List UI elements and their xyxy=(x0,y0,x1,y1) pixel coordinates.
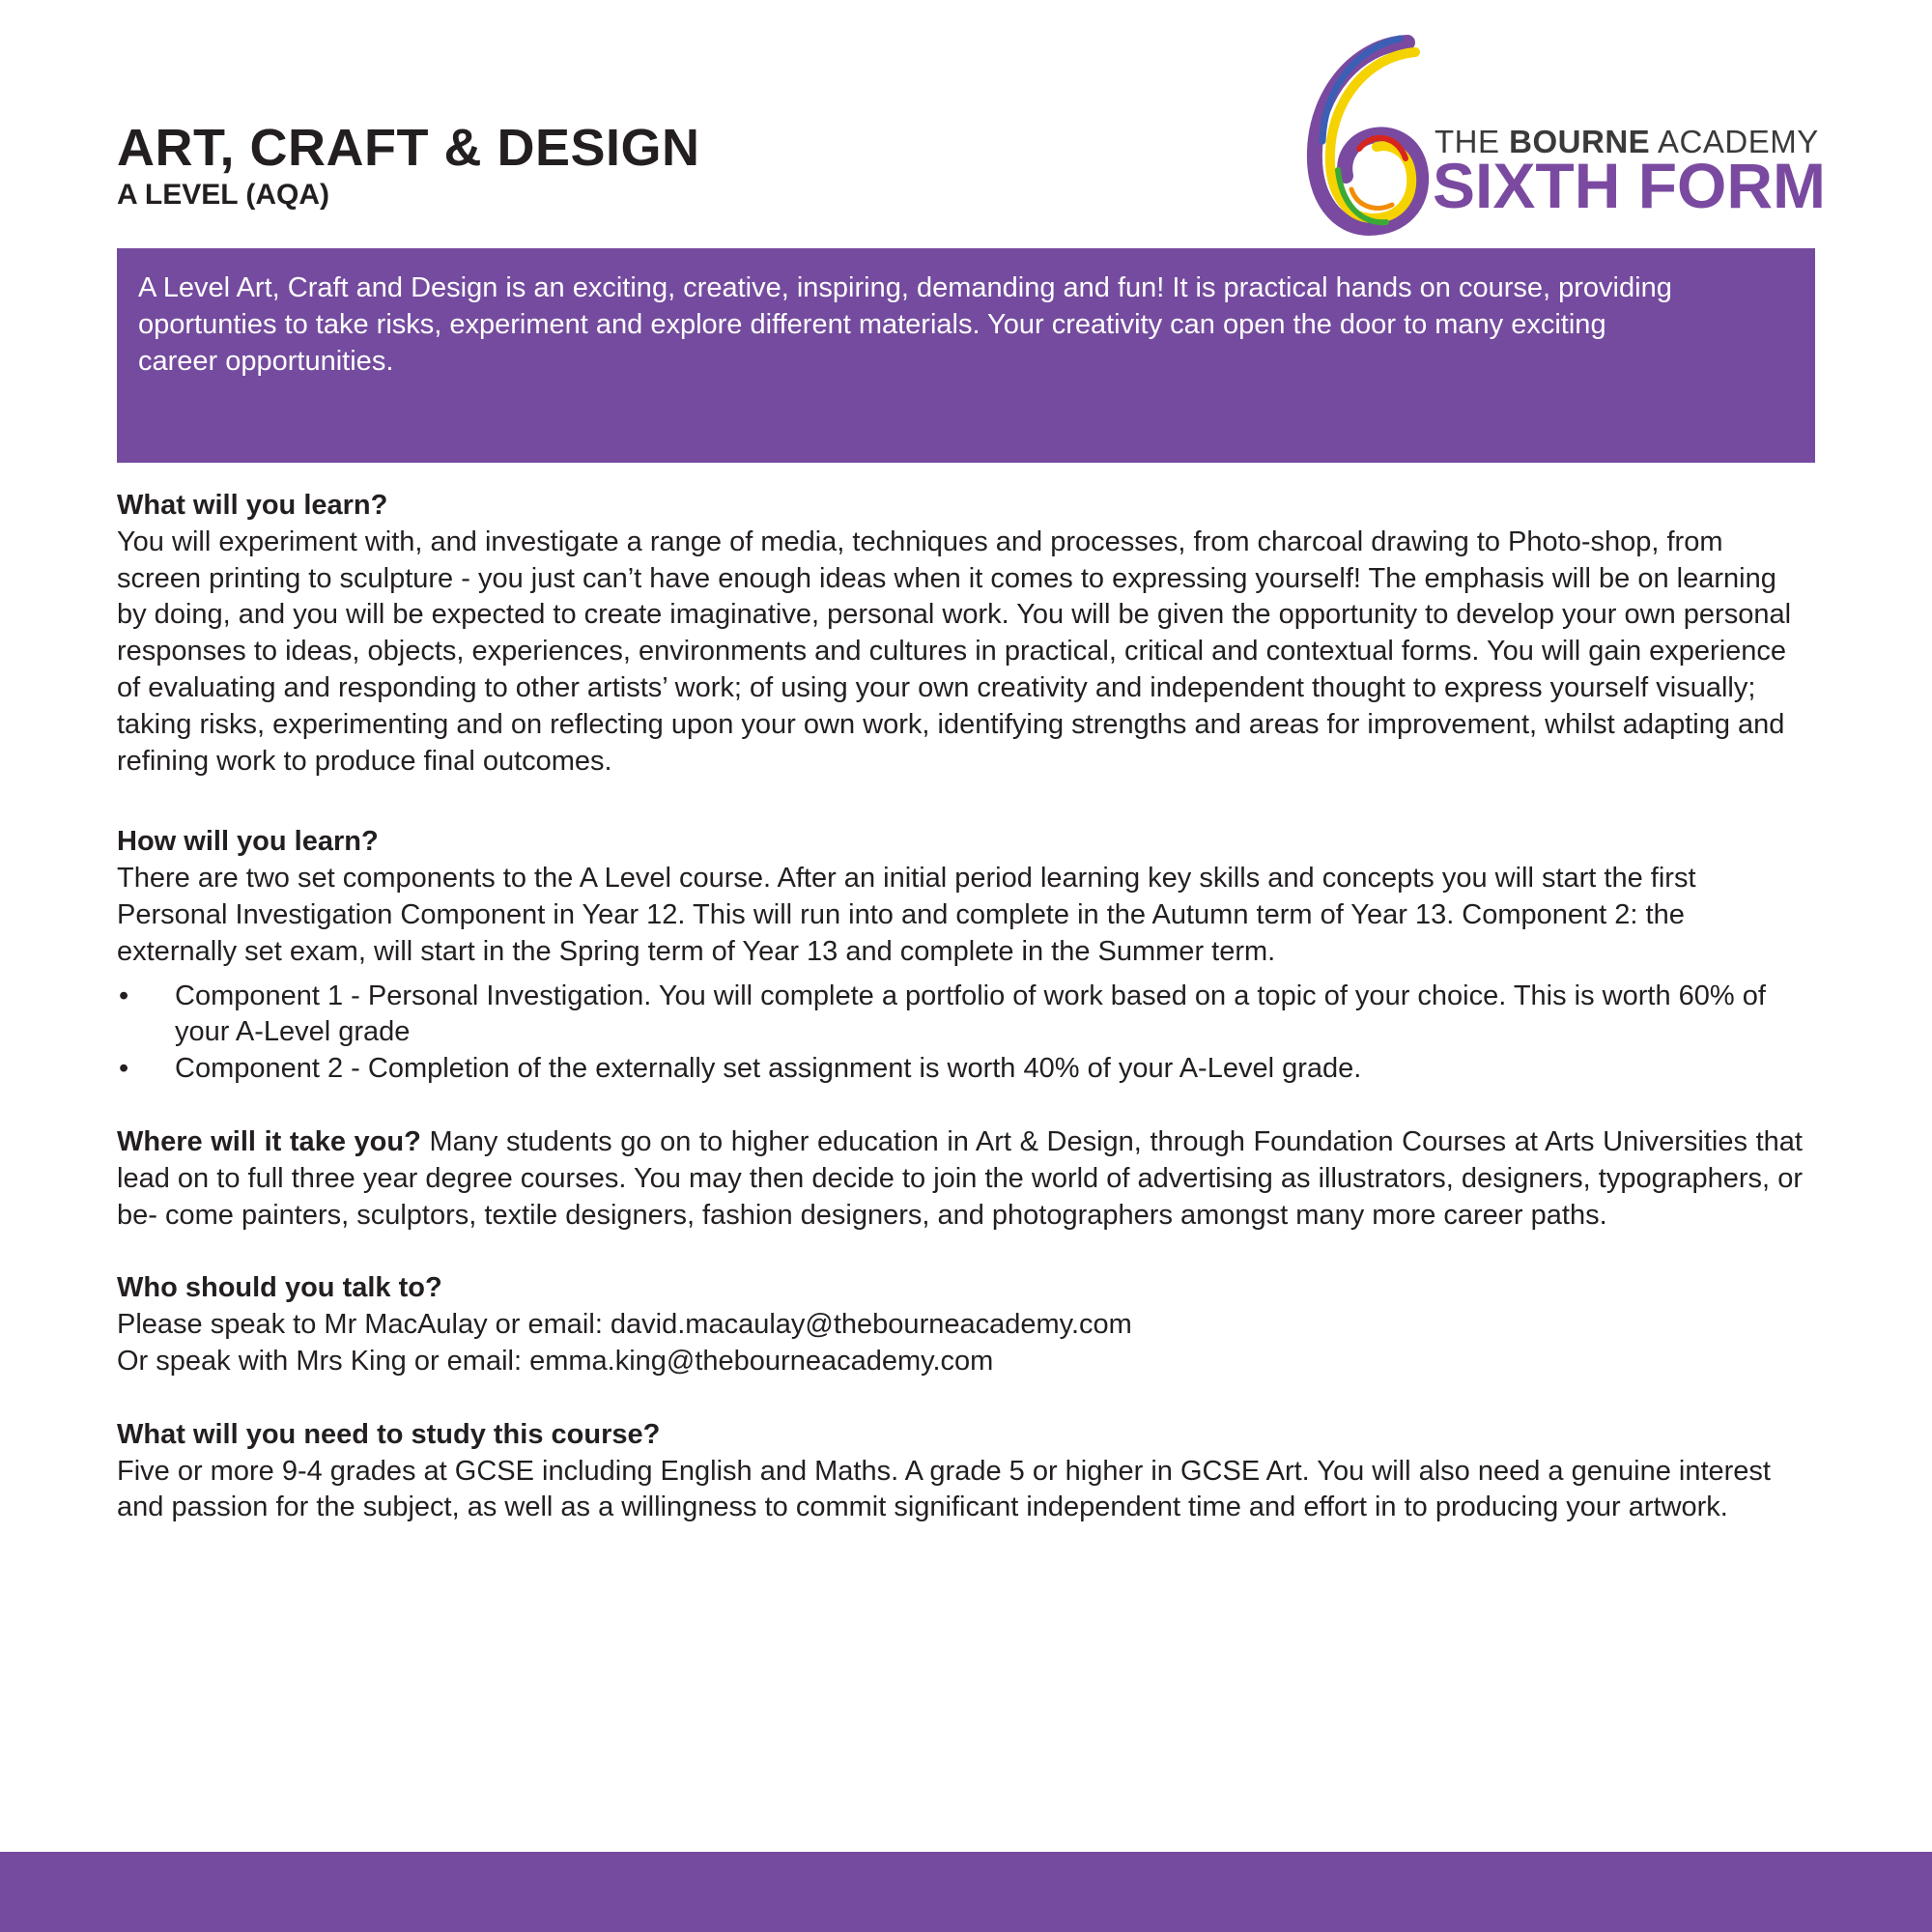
spacer xyxy=(117,1234,1803,1270)
section-what-learn xyxy=(117,488,1803,780)
section-body: There are two set components to the A Level course. After an initial period learning key skills and concepts you will start the first Personal Investigation Component in Year 12. This will run into and complete in the Autumn term of Year 13. Component 2: the externally set exam, will start in the Spring term of Year 13 and complete in the Summer term. xyxy=(117,863,1696,967)
section-requirements xyxy=(117,1417,1803,1526)
footer-bar xyxy=(0,1852,1932,1932)
logo-academy-name: THE BOURNE ACADEMY xyxy=(1435,124,1819,159)
section-heading: What will you learn? xyxy=(117,490,388,521)
contact-line-king: Or speak with Mrs King or email: emma.king@thebourneacademy.com xyxy=(117,1345,994,1377)
component-list xyxy=(117,979,1803,1088)
section-who-talk xyxy=(117,1270,1803,1379)
section-body-text: Many students go on to higher education in Art & Design, through Foundation Courses at Arts Universities that lead on to full three year degree courses. You may then decide to join the world of advertising as illustrators, designers, typographers, or be- come painters, sculptors, textile designers, fashion designers, and photographers amongst many more career paths. xyxy=(117,1125,1803,1231)
spacer xyxy=(117,1380,1803,1417)
section-body: Five or more 9-4 grades at GCSE including English and Maths. A grade 5 or higher in GCSE Art. You will also need a genuine interest and passion for the subject, as well as a willingness to commit significant independent time and effort in to producing your artwork. xyxy=(117,1455,1771,1523)
spacer xyxy=(117,1088,1803,1124)
section-where-take xyxy=(117,1124,1803,1234)
sixth-form-logo xyxy=(1299,35,1826,242)
page-subtitle: A LEVEL (AQA) xyxy=(117,179,330,211)
bullet-icon: • xyxy=(119,980,129,1011)
section-heading: Where will it take you? xyxy=(117,1125,421,1157)
spacer xyxy=(117,780,1803,824)
section-how-learn xyxy=(117,824,1803,1088)
page-title: ART, CRAFT & DESIGN xyxy=(117,119,700,177)
bullet-icon: • xyxy=(119,1053,129,1085)
main-content xyxy=(117,488,1803,1526)
spacer xyxy=(117,971,1803,979)
section-heading: How will you learn? xyxy=(117,826,379,858)
list-item xyxy=(117,1051,1803,1088)
six-swirl-logo-icon xyxy=(1299,35,1444,242)
section-body xyxy=(117,1124,1803,1234)
logo-sixth-form: SIXTH FORM xyxy=(1433,150,1826,221)
list-item xyxy=(117,979,1803,1052)
list-item-text: Component 1 - Personal Investigation. You will complete a portfolio of work based on a topic of your choice. This is worth 60% of your A-Level grade xyxy=(175,980,1766,1048)
intro-banner xyxy=(117,248,1815,463)
section-heading: What will you need to study this course? xyxy=(117,1418,661,1450)
contact-line-macaulay: Please speak to Mr MacAulay or email: david.macaulay@thebourneacademy.com xyxy=(117,1309,1132,1341)
intro-text: A Level Art, Craft and Design is an exciting, creative, inspiring, demanding and fun! It is practical hands on course, providing oportunties to take risks, experiment and explore different materials. Your creativity can open the door to many exciting career opportunities. xyxy=(138,272,1672,377)
list-item-text: Component 2 - Completion of the externally set assignment is worth 40% of your A-Level grade. xyxy=(175,1053,1362,1085)
title-block xyxy=(117,118,700,213)
section-body: You will experiment with, and investigate a range of media, techniques and processes, from charcoal drawing to Photo-shop, from screen printing to sculpture - you just can’t have enough ideas when it comes to expressing yourself! The emphasis will be on learning by doing, and you will be expected to create imaginative, personal work. You will be given the opportunity to develop your own personal responses to ideas, objects, experiences, environments and cultures in practical, critical and contextual forms. You will gain experience of evaluating and responding to other artists’ work; of using your own creativity and independent thought to express yourself visually; taking risks, experimenting and on reflecting upon your own work, identifying strengths and areas for improvement, whilst adapting and refining work to produce final outcomes. xyxy=(117,526,1792,777)
section-heading: Who should you talk to? xyxy=(117,1272,442,1304)
